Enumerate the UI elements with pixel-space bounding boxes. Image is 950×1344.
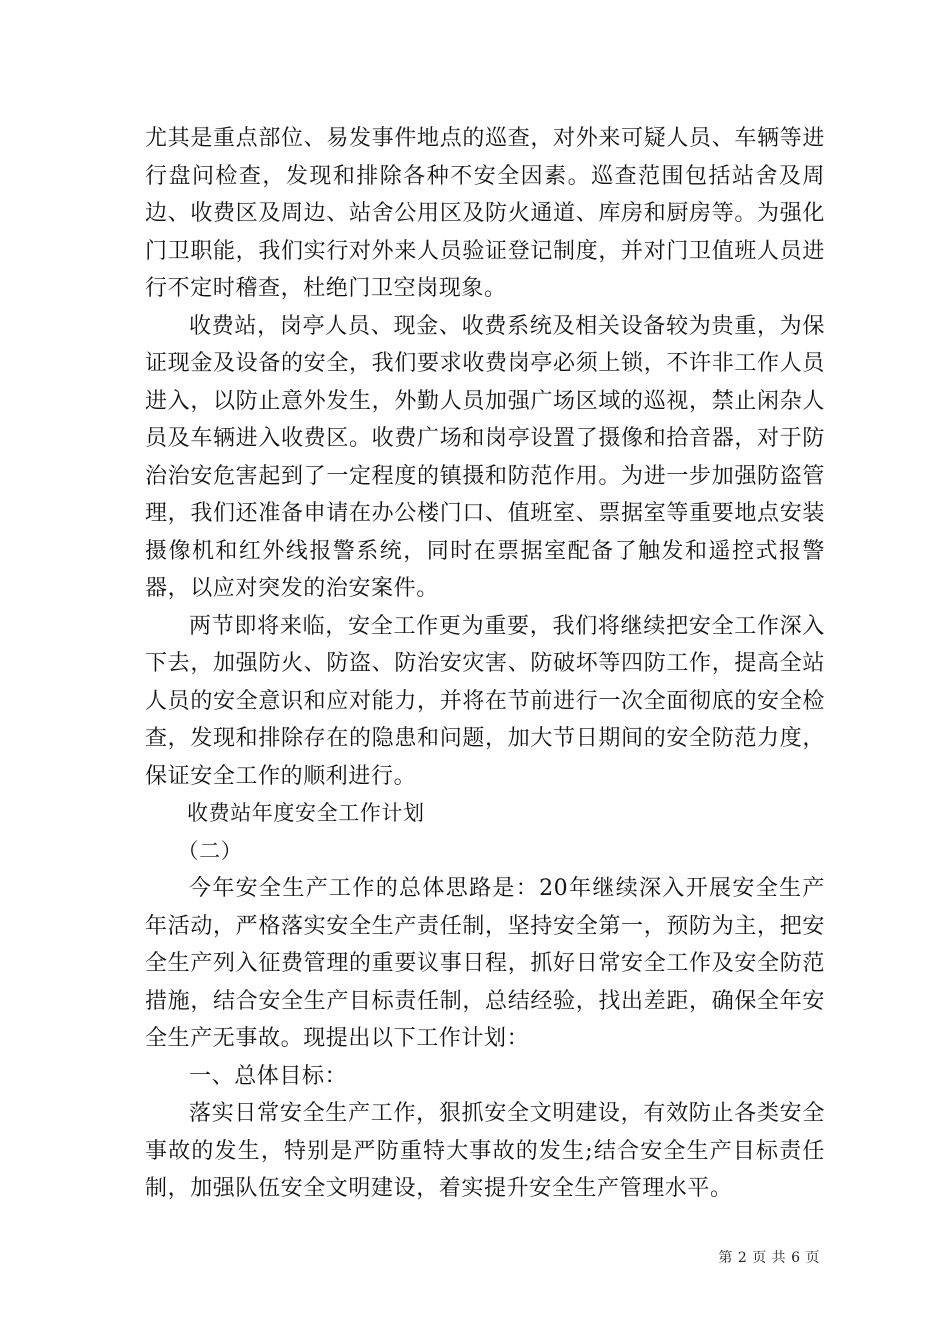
- paragraph-goal-details: 落实日常安全生产工作，狠抓安全文明建设，有效防止各类安全事故的发生，特别是严防重特大事故的发生;结合安全生产目标责任制，加强队伍安全文明建设，着实提升安全生产管理水平。: [145, 1101, 825, 1201]
- document-body: [145, 120, 825, 1208]
- paragraph-holidays: 两节即将来临，安全工作更为重要，我们将继续把安全工作深入下去，加强防火、防盗、防治安灾害、防破坏等四防工作，提高全站人员的安全意识和应对能力，并将在节前进行一次全面彻底的安全检查，发现和排除存在的隐患和问题，加大节日期间的安全防范力度，保证安全工作的顺利进行。: [145, 613, 825, 789]
- paragraph-toll-booth: 收费站，岗亭人员、现金、收费系统及相关设备较为贵重，为保证现金及设备的安全，我们要求收费岗亭必须上锁，不许非工作人员进入，以防止意外发生，外勤人员加强广场区域的巡视，禁止闲杂人员及车辆进入收费区。收费广场和岗亭设置了摄像和拾音器，对于防治治安危害起到了一定程度的镇摄和防范作用。为进一步加强防盗管理，我们还准备申请在办公楼门口、值班室、票据室等重要地点安装摄像机和红外线报警系统，同时在票据室配备了触发和遥控式报警器，以应对突发的治安案件。: [145, 313, 825, 601]
- section-number: （二）: [177, 838, 243, 863]
- section-title: 收费站年度安全工作计划: [187, 801, 425, 825]
- paragraph-patrol: 尤其是重点部位、易发事件地点的巡查，对外来可疑人员、车辆等进行盘问检查，发现和排除各种不安全因素。巡查范围包括站舍及周边、收费区及周边、站舍公用区及防火通道、库房和厨房等。为强化门卫职能，我们实行对外来人员验证登记制度，并对门卫值班人员进行不定时稽查，杜绝门卫空岗现象。: [145, 126, 825, 301]
- paragraph-overall-approach: 今年安全生产工作的总体思路是：20年继续深入开展安全生产年活动，严格落实安全生产责任制，坚持安全第一，预防为主，把安全生产列入征费管理的重要议事日程，抓好日常安全工作及安全防范措施，结合安全生产目标责任制，总结经验，找出差距，确保全年安全生产无事故。现提出以下工作计划：: [145, 876, 825, 1051]
- page-number: 第 2 页 共 6 页: [718, 1250, 820, 1266]
- heading-overall-goal: 一、总体目标：: [189, 1063, 348, 1089]
